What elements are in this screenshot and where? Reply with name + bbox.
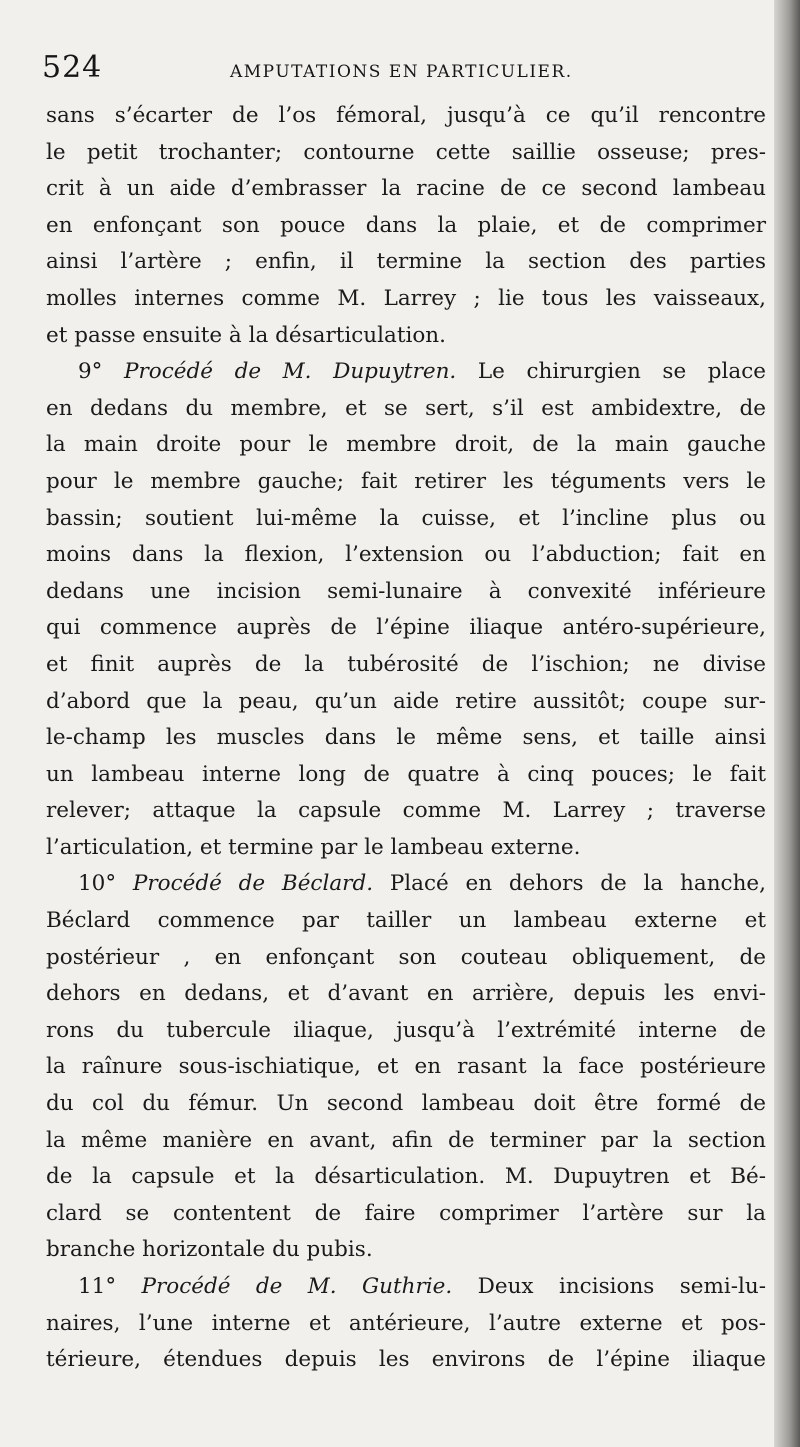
- text-line: [46, 1306, 766, 1343]
- line-text: en enfonçant son pouce dans la plaie, et de comprimer: [46, 212, 766, 238]
- text-line: [46, 940, 766, 977]
- line-text: pour le membre gauche; fait retirer les téguments vers le: [46, 468, 766, 494]
- procedure-heading: Procédé de M. Dupuytren.: [124, 359, 457, 385]
- text-line: [46, 464, 766, 501]
- line-text: branche horizontale du pubis.: [46, 1237, 373, 1263]
- line-text: clard se contentent de faire comprimer l’artère sur la: [46, 1200, 766, 1226]
- line-text: du col du fémur. Un second lambeau doit être formé de: [46, 1091, 766, 1117]
- line-text: et passe ensuite à la désarticulation.: [46, 322, 446, 348]
- line-text: qui commence auprès de l’épine iliaque antéro-supérieure,: [46, 615, 766, 641]
- text-line: [46, 391, 766, 428]
- text-line: [46, 537, 766, 574]
- text-line: [46, 318, 766, 355]
- line-text: 9°: [78, 359, 125, 385]
- text-line: [46, 903, 766, 940]
- text-line: [46, 1159, 766, 1196]
- line-text: dedans une incision semi-lunaire à convexité inférieure: [46, 578, 766, 604]
- text-line: [46, 427, 766, 464]
- text-line: [46, 1013, 766, 1050]
- line-text: moins dans la flexion, l’extension ou l’abduction; fait en: [46, 542, 766, 568]
- line-text: térieure, étendues depuis les environs de l’épine iliaque: [46, 1347, 766, 1373]
- line-text: Placé en dehors de la hanche,: [373, 871, 766, 897]
- line-text: crit à un aide d’embrasser la racine de ce second lambeau: [46, 176, 766, 202]
- line-text: un lambeau interne long de quatre à cinq pouces; le fait: [46, 761, 766, 787]
- line-text: 10°: [78, 871, 133, 897]
- text-line: [46, 976, 766, 1013]
- text-line: [46, 720, 766, 757]
- text-line: [46, 281, 766, 318]
- line-text: le petit trochanter; contourne cette saillie osseuse; pres-: [46, 139, 766, 165]
- line-text: en dedans du membre, et se sert, s’il est ambidextre, de: [46, 395, 766, 421]
- text-line: [46, 1049, 766, 1086]
- text-line: [46, 830, 766, 867]
- text-line: [46, 793, 766, 830]
- text-line: [46, 610, 766, 647]
- text-line: [46, 354, 766, 391]
- line-text: postérieur , en enfonçant son couteau obliquement, de: [46, 944, 766, 970]
- line-text: et finit auprès de la tubérosité de l’ischion; ne divise: [46, 651, 766, 677]
- line-text: bassin; soutient lui-même la cuisse, et l’incline plus ou: [46, 505, 766, 531]
- text-line: [46, 1196, 766, 1233]
- line-text: Béclard commence par tailler un lambeau externe et: [46, 908, 766, 934]
- line-text: relever; attaque la capsule comme M. Larrey ; traverse: [46, 798, 766, 824]
- text-line: [46, 866, 766, 903]
- line-text: molles internes comme M. Larrey ; lie tous les vaisseaux,: [46, 285, 766, 311]
- text-line: [46, 684, 766, 721]
- line-text: la raînure sous-ischiatique, et en rasant la face postérieure: [46, 1054, 766, 1080]
- text-line: [46, 1269, 766, 1306]
- line-text: la même manière en avant, afin de terminer par la section: [46, 1127, 766, 1153]
- text-line: [46, 1232, 766, 1269]
- line-text: naires, l’une interne et antérieure, l’autre externe et pos-: [46, 1310, 766, 1336]
- text-line: [46, 574, 766, 611]
- text-line: [46, 1086, 766, 1123]
- page-number: 524: [42, 50, 103, 85]
- line-text: Deux incisions semi-lu-: [452, 1274, 766, 1299]
- procedure-heading: Procédé de Béclard.: [132, 871, 374, 897]
- line-text: Le chirurgien se place: [456, 359, 766, 385]
- text-line: [46, 244, 766, 281]
- text-line: [46, 501, 766, 538]
- line-text: ainsi l’artère ; enfin, il termine la section des parties: [46, 249, 766, 275]
- text-line: [46, 98, 766, 135]
- line-text: sans s’écarter de l’os fémoral, jusqu’à ce qu’il rencontre: [46, 103, 766, 128]
- page-header: [42, 50, 782, 90]
- page-edge-shadow: [774, 0, 800, 1447]
- line-text: rons du tubercule iliaque, jusqu’à l’extrémité interne de: [46, 1017, 766, 1043]
- line-text: 11°: [78, 1274, 142, 1299]
- line-text: dehors en dedans, et d’avant en arrière, depuis les envi-: [46, 981, 766, 1007]
- line-text: de la capsule et la désarticulation. M. Dupuytren et Bé-: [46, 1164, 766, 1190]
- text-line: [46, 208, 766, 245]
- line-text: le-champ les muscles dans le même sens, et taille ainsi: [46, 725, 766, 751]
- running-head: AMPUTATIONS EN PARTICULIER.: [230, 62, 573, 82]
- text-line: [46, 647, 766, 684]
- text-line: [46, 757, 766, 794]
- text-line: [46, 171, 766, 208]
- text-line: [46, 135, 766, 172]
- line-text: l’articulation, et termine par le lambeau externe.: [46, 834, 581, 860]
- text-line: [46, 1123, 766, 1160]
- body-text: [46, 98, 766, 1379]
- procedure-heading: Procédé de M. Guthrie.: [141, 1274, 453, 1299]
- text-line: [46, 1342, 766, 1379]
- line-text: d’abord que la peau, qu’un aide retire aussitôt; coupe sur-: [46, 688, 766, 714]
- line-text: la main droite pour le membre droit, de la main gauche: [46, 432, 766, 458]
